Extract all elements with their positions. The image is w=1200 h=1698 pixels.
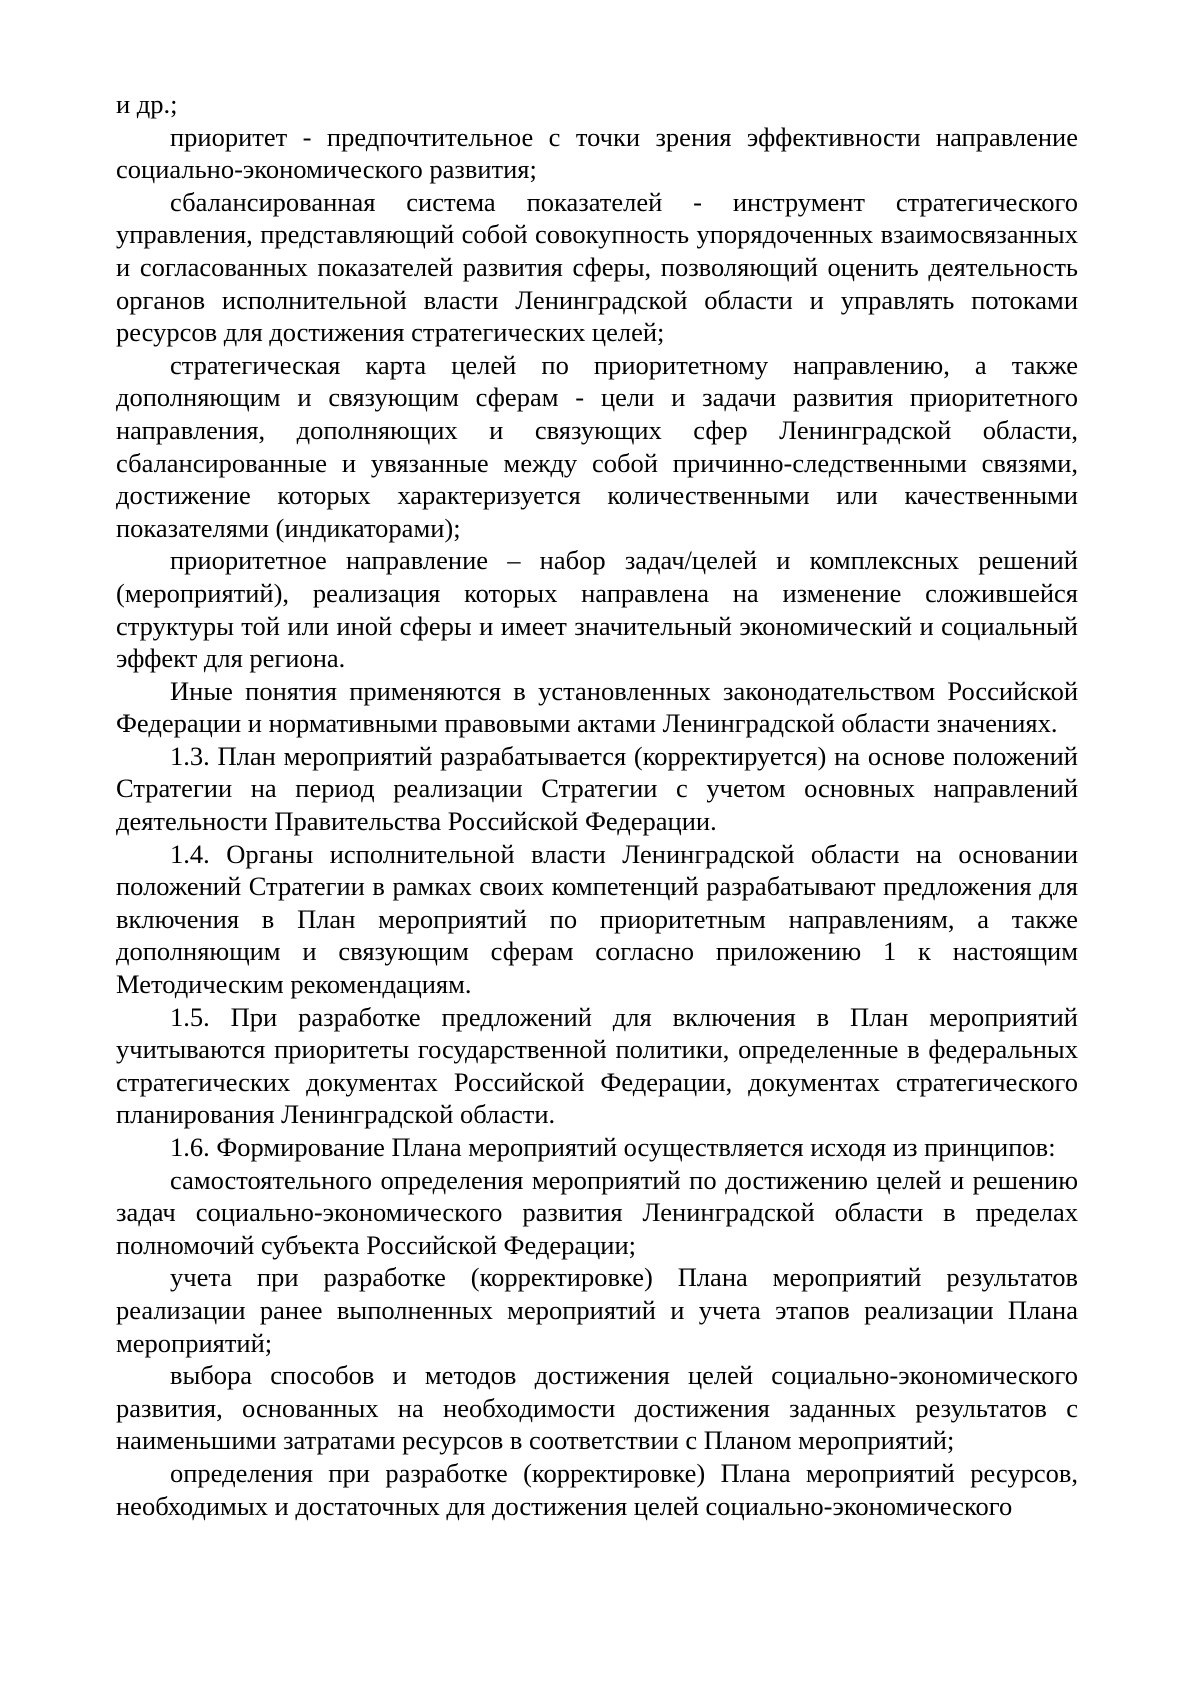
paragraph-definition-priority: приоритет - предпочтительное с точки зрения эффективности направление социально-экономического развития; [116,121,1078,185]
paragraph-definition-balanced-scorecard: сбалансированная система показателей - инструмент стратегического управления, представляющий собой совокупность упорядоченных взаимосвязанных и согласованных показателей развития сферы, позволяющий оценить деятельность органов исполнительной власти Ленинградской области и управлять потоками ресурсов для достижения стратегических целей; [116,186,1078,348]
paragraph-1-6: 1.6. Формирование Плана мероприятий осуществляется исходя из принципов: [170,1132,1056,1162]
paragraph-1-4: 1.4. Органы исполнительной власти Ленинградской области на основании положений Стратегии в рамках своих компетенций разрабатывают предложения для включения в План мероприятий по приоритетным направлениям, а также дополняющим и связующим сферам согласно приложению 1 к настоящим Методическим рекомендациям. [116,838,1078,1000]
paragraph-principle-methods: выбора способов и методов достижения целей социально-экономического развития, основанных на необходимости достижения заданных результатов с наименьшими затратами ресурсов в соответствии с Планом мероприятий; [116,1360,1078,1456]
paragraph-principle-accounting: учета при разработке (корректировке) Плана мероприятий результатов реализации ранее выполненных мероприятий и учета этапов реализации Плана мероприятий; [116,1262,1078,1358]
paragraph-1-5: 1.5. При разработке предложений для включения в План мероприятий учитываются приоритеты государственной политики, определенные в федеральных стратегических документах Российской Федерации, документах стратегического планирования Ленинградской области. [116,1001,1078,1130]
paragraph-continuation: и др.; [116,89,178,119]
paragraph-principle-independent: самостоятельного определения мероприятий по достижению целей и решению задач социально-экономического развития Ленинградской области в пределах полномочий субъекта Российской Федерации; [116,1164,1078,1260]
paragraph-principle-resources: определения при разработке (корректировке) Плана мероприятий ресурсов, необходимых и достаточных для достижения целей социально-экономического [116,1457,1078,1521]
paragraph-definition-priority-direction: приоритетное направление – набор задач/целей и комплексных решений (мероприятий), реализация которых направлена на изменение сложившейся структуры той или иной сферы и имеет значительный экономический и социальный эффект для региона. [116,545,1078,674]
paragraph-definition-strategy-map: стратегическая карта целей по приоритетному направлению, а также дополняющим и связующим сферам - цели и задачи развития приоритетного направления, дополняющих и связующих сфер Ленинградской области, сбалансированные и увязанные между собой причинно-следственными связями, достижение которых характеризуется количественными или качественными показателями (индикаторами); [116,349,1078,543]
paragraph-other-terms: Иные понятия применяются в установленных законодательством Российской Федерации и нормативными правовыми актами Ленинградской области значениях. [116,675,1078,739]
document-page [116,88,1078,1522]
paragraph-1-3: 1.3. План мероприятий разрабатывается (корректируется) на основе положений Стратегии на период реализации Стратегии с учетом основных направлений деятельности Правительства Российской Федерации. [116,740,1078,837]
